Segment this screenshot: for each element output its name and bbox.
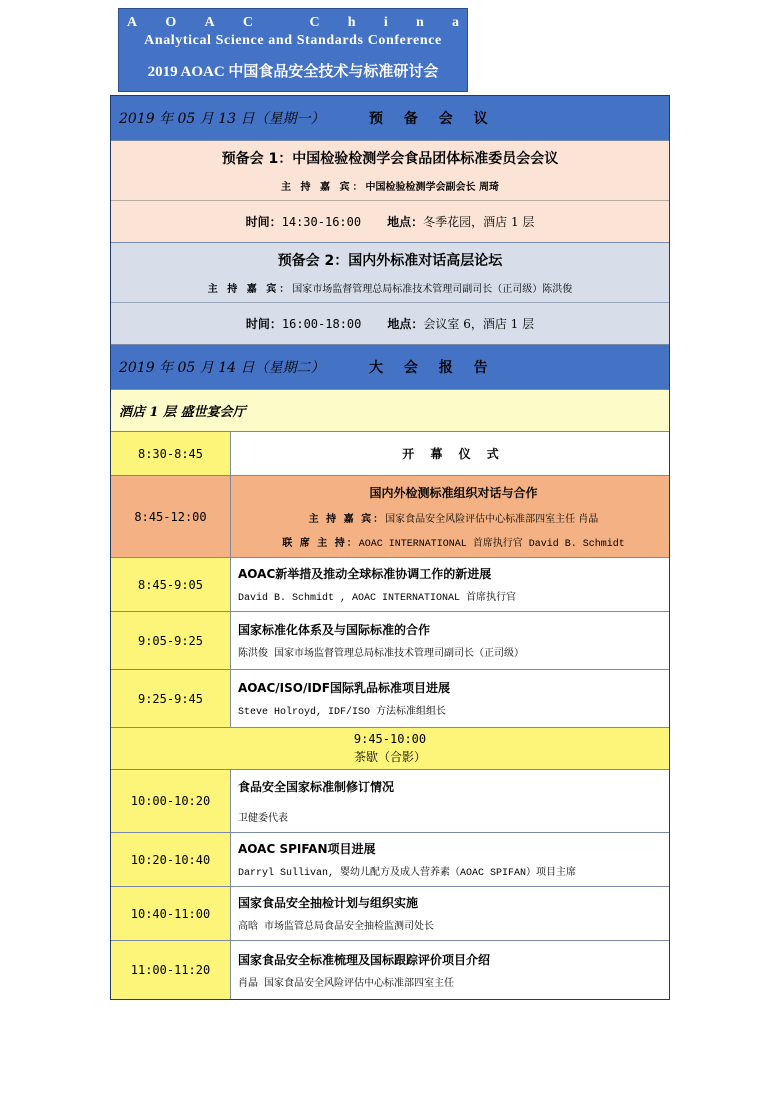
talk-body	[231, 612, 669, 669]
session-opening	[111, 432, 669, 476]
talk-row	[111, 670, 669, 728]
talk-time: 9:25-9:45	[111, 670, 231, 727]
cohost-name: AOAC INTERNATIONAL 首席执行官 David B. Schmidt	[358, 538, 625, 550]
host-label: 主 持 嘉 宾：	[308, 513, 386, 525]
session-dialogue	[111, 476, 669, 558]
day-date: 2019 年 05 月 14 日（星期二）	[119, 360, 325, 376]
talk-body	[231, 887, 669, 940]
banner-letter: A	[127, 15, 138, 30]
time-label: 时间：	[245, 215, 282, 229]
session-time: 8:45-12:00	[111, 476, 231, 557]
talk-body	[231, 941, 669, 999]
banner-letter: A	[204, 15, 215, 30]
banner-letter: C	[309, 15, 320, 30]
pre-meeting-1	[111, 141, 669, 201]
banner-letter: i	[383, 15, 388, 30]
talk-title: 国家食品安全抽检计划与组织实施	[238, 896, 419, 910]
session-body	[231, 432, 669, 475]
banner-letter: O	[165, 15, 177, 30]
break-label: 茶歇（合影）	[353, 750, 426, 764]
banner-line-aoac-china	[127, 15, 459, 31]
talk-row	[111, 770, 669, 833]
cohost-label: 联 席 主 持：	[282, 537, 359, 549]
banner-title: 2019 AOAC 中国食品安全技术与标准研讨会	[147, 64, 439, 80]
talk-row	[111, 887, 669, 941]
talk-time: 10:00-10:20	[111, 770, 231, 832]
day-date: 2019 年 05 月 13 日（星期一）	[119, 111, 325, 127]
day-title: 大 会 报 告	[369, 360, 496, 376]
place-label: 地点：	[387, 317, 424, 331]
host-name: 国家食品安全风险评估中心标准部四室主任 肖晶	[385, 513, 599, 525]
host-name: 国家市场监督管理总局标准技术管理司副司长（正司级）陈洪俊	[292, 284, 573, 295]
session-title: 开 幕 仪 式	[402, 447, 505, 461]
talk-title: AOAC SPIFAN项目进展	[238, 842, 376, 856]
session-time: 8:30-8:45	[111, 432, 231, 475]
talk-time: 9:05-9:25	[111, 612, 231, 669]
tea-break	[111, 728, 669, 770]
place-value: 冬季花园，酒店 1 层	[423, 215, 535, 229]
day-header-1	[111, 96, 669, 141]
place-label: 地点：	[387, 215, 424, 229]
talk-body	[231, 670, 669, 727]
place-value: 会议室 6，酒店 1 层	[423, 317, 535, 331]
talk-row	[111, 612, 669, 670]
pre-meeting-host	[208, 280, 572, 295]
pre-meeting-2	[111, 243, 669, 303]
pre-meeting-2-time	[111, 303, 669, 345]
talk-row	[111, 833, 669, 887]
venue-name: 酒店 1 层 盛世宴会厅	[119, 405, 246, 420]
banner-letter: n	[415, 15, 424, 30]
session-title: 国内外检测标准组织对话与合作	[369, 485, 538, 500]
time-value: 16:00-18:00	[281, 316, 362, 331]
talk-row	[111, 941, 669, 999]
time-label: 时间：	[245, 317, 282, 331]
talk-title: 国家食品安全标准梳理及国标跟踪评价项目介绍	[238, 952, 491, 967]
pre-meeting-title: 预备会 2：国内外标准对话高层论坛	[277, 253, 503, 269]
talk-time: 8:45-9:05	[111, 558, 231, 611]
day-header-2	[111, 345, 669, 390]
session-body	[231, 476, 669, 557]
talk-speaker: 陈洪俊 国家市场监督管理总局标准技术管理司副司长（正司级）	[238, 649, 525, 660]
conference-banner	[118, 8, 468, 92]
host-label: 主 持 嘉 宾：	[281, 182, 366, 193]
talk-speaker: 卫健委代表	[238, 813, 288, 825]
talk-speaker: Darryl Sullivan, 婴幼儿配方及成人营养素（AOAC SPIFAN）项目主席	[238, 868, 577, 879]
talk-row	[111, 558, 669, 612]
talk-time: 11:00-11:20	[111, 941, 231, 999]
talk-body	[231, 770, 669, 832]
talk-speaker: David B. Schmidt , AOAC INTERNATIONAL 首席执行官	[238, 593, 517, 604]
talk-speaker: 肖晶 国家食品安全风险评估中心标准部四室主任	[238, 978, 455, 990]
schedule-table	[110, 95, 670, 1000]
talk-title: AOAC新举措及推动全球标准协调工作的新进展	[238, 567, 492, 581]
venue-row	[111, 390, 669, 432]
banner-letter: a	[451, 15, 459, 30]
day-title: 预 备 会 议	[369, 111, 496, 127]
talk-title: 国家标准化体系及与国际标准的合作	[238, 623, 431, 637]
pre-meeting-1-time	[111, 201, 669, 243]
talk-body	[231, 558, 669, 611]
host-name: 中国检验检测学会副会长 周琦	[365, 182, 499, 193]
banner-letter: h	[347, 15, 356, 30]
talk-time: 10:20-10:40	[111, 833, 231, 886]
talk-speaker: 高晗 市场监管总局食品安全抽检监测司处长	[238, 922, 435, 933]
talk-title: AOAC/ISO/IDF国际乳品标准项目进展	[238, 681, 450, 695]
talk-body	[231, 833, 669, 886]
banner-subtitle: Analytical Science and Standards Conference	[144, 33, 442, 48]
session-host	[309, 510, 599, 525]
talk-time: 10:40-11:00	[111, 887, 231, 940]
break-time: 9:45-10:00	[353, 732, 427, 746]
talk-title: 食品安全国家标准制修订情况	[238, 779, 395, 794]
session-cohost	[282, 534, 625, 550]
pre-meeting-title: 预备会 1：中国检验检测学会食品团体标准委员会会议	[221, 151, 559, 167]
banner-letter: C	[242, 15, 253, 30]
host-label: 主 持 嘉 宾：	[207, 284, 293, 295]
pre-meeting-host	[281, 178, 499, 193]
talk-speaker: Steve Holroyd, IDF/ISO 方法标准组组长	[238, 707, 447, 718]
time-value: 14:30-16:00	[281, 214, 362, 229]
